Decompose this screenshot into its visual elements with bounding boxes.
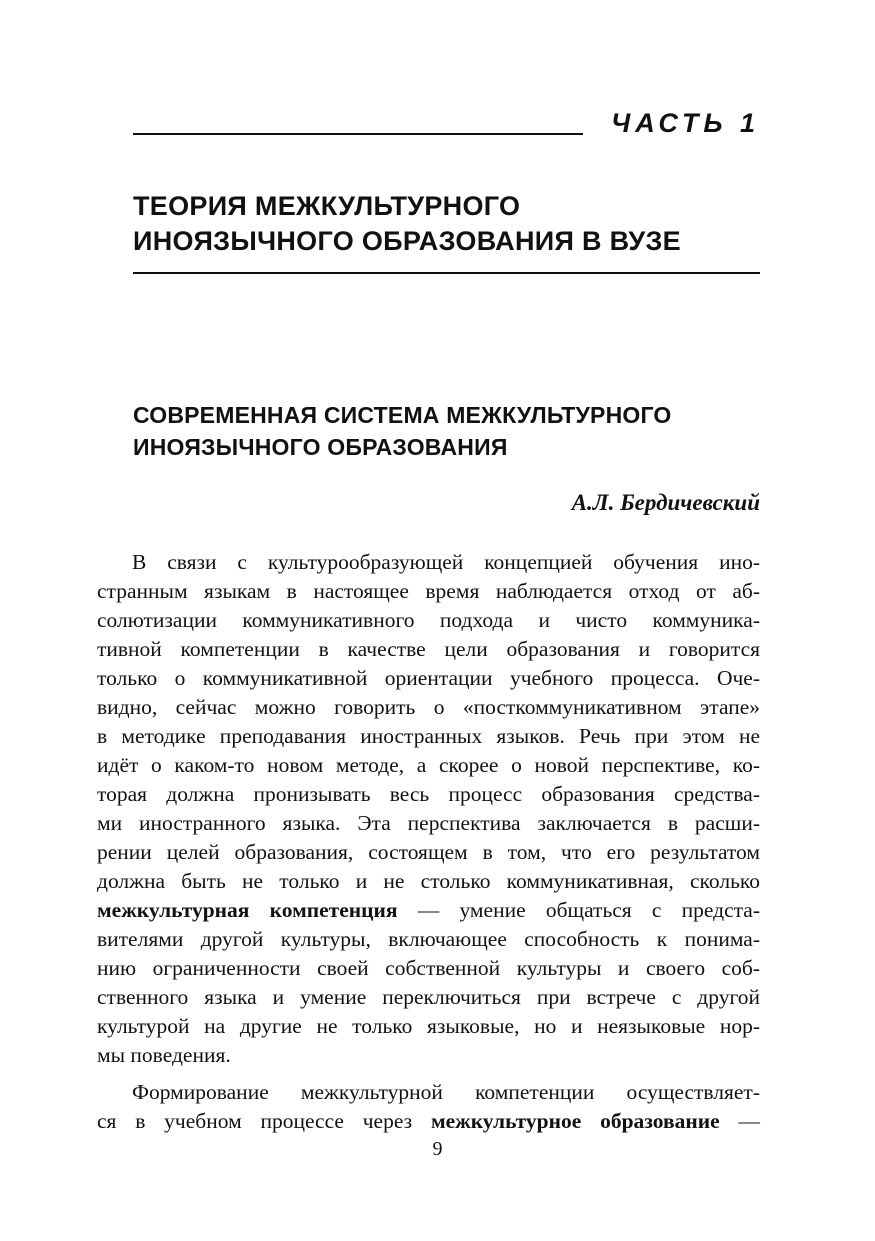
- text-line: [97, 896, 760, 925]
- article-title: [133, 399, 773, 463]
- text-line: видно, сейчас можно говорить о «посткоммуникативном этапе»: [97, 695, 760, 719]
- part-title-rule: [133, 272, 760, 274]
- text-line: культурой на другие не только языковые, но и неязыковые нор-: [97, 1014, 760, 1038]
- text-line: в методике преподавания иностранных языков. Речь при этом не: [97, 724, 760, 748]
- bold-term: межкультурное образование: [430, 1109, 720, 1133]
- part-label: ЧАСТЬ 1: [611, 108, 760, 138]
- text-fragment: —: [719, 1109, 760, 1133]
- text-line: рении целей образования, состоящем в том, что его результатом: [97, 840, 760, 864]
- article-body: [97, 548, 760, 1136]
- text-line: Формирование межкультурной компетенции осуществляет-: [132, 1080, 760, 1104]
- page-number: 9: [432, 1138, 443, 1160]
- part-title-line: ТЕОРИЯ МЕЖКУЛЬТУРНОГО: [133, 191, 521, 221]
- text-line: ственного языка и умение переключиться при встрече с другой: [97, 985, 760, 1009]
- paragraph: [97, 548, 760, 1070]
- text-line: солютизации коммуникативного подхода и чисто коммуника-: [97, 608, 760, 632]
- part-header-rule: [133, 133, 583, 135]
- text-line: тивной компетенции в качестве цели образования и говорится: [97, 637, 760, 661]
- article-author: А.Л. Бердичевский: [571, 490, 760, 515]
- text-line: мы поведения.: [97, 1043, 231, 1067]
- text-line: В связи с культурообразующей концепцией обучения ино-: [132, 550, 760, 574]
- text-line: [97, 1107, 760, 1136]
- article-title-line: ИНОЯЗЫЧНОГО ОБРАЗОВАНИЯ: [133, 434, 508, 460]
- text-line: только о коммуникативной ориентации учебного процесса. Оче-: [97, 666, 760, 690]
- text-fragment: — умение общаться с предста-: [397, 898, 760, 922]
- bold-term: межкультурная компетенция: [97, 898, 398, 922]
- text-fragment: ся в учебном процессе через: [97, 1109, 431, 1133]
- text-line: торая должна пронизывать весь процесс образования средства-: [97, 782, 760, 806]
- text-line: должна быть не только и не столько коммуникативная, сколько: [97, 869, 760, 893]
- paragraph: [97, 1078, 760, 1136]
- text-line: странным языкам в настоящее время наблюдается отход от аб-: [97, 579, 760, 603]
- text-line: идёт о каком-то новом методе, а скорее о новой перспективе, ко-: [97, 753, 760, 777]
- article-title-line: СОВРЕМЕННАЯ СИСТЕМА МЕЖКУЛЬТУРНОГО: [133, 402, 672, 428]
- part-title: [133, 189, 773, 259]
- text-line: ми иностранного языка. Эта перспектива заключается в расши-: [97, 811, 760, 835]
- part-title-line: ИНОЯЗЫЧНОГО ОБРАЗОВАНИЯ В ВУЗЕ: [133, 226, 681, 256]
- text-line: нию ограниченности своей собственной культуры и своего соб-: [97, 956, 760, 980]
- text-line: вителями другой культуры, включающее способность к понима-: [97, 927, 760, 951]
